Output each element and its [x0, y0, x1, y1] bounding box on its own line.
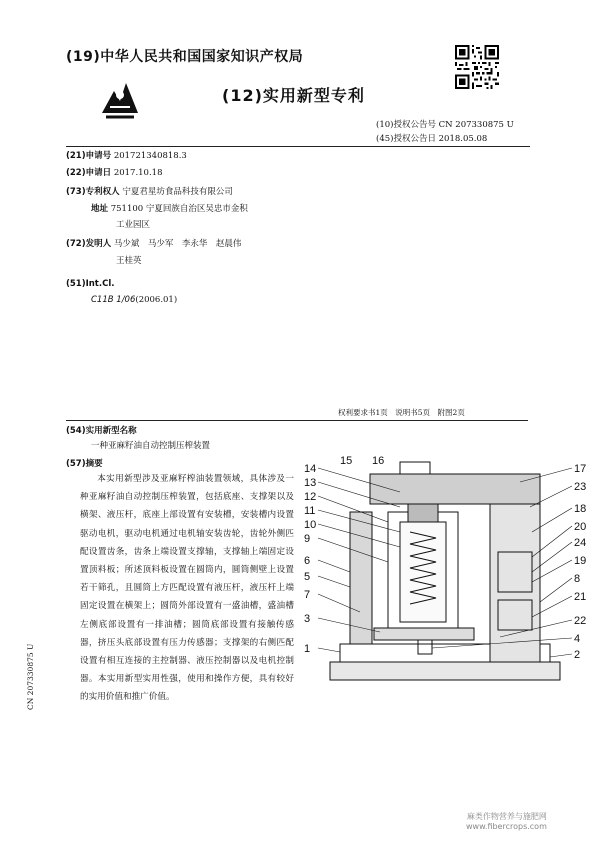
header-divider — [66, 146, 530, 147]
patentee: 宁夏君星坊食品科技有限公司 — [122, 187, 233, 197]
side-publication-id: CN 207330875 U — [26, 643, 35, 710]
watermark-line-2: www.fibercrops.com — [466, 822, 547, 831]
drawing-labels-left — [304, 463, 316, 655]
drawing-label-13: 13 — [304, 477, 317, 489]
address-line-2: 工业园区 — [116, 220, 151, 230]
inventor-label: (72)发明人 — [66, 239, 112, 249]
device-cross-section-drawing — [300, 452, 590, 687]
publication-date: (45)授权公告日 2018.05.08 — [376, 134, 488, 144]
drawing-label-17: 17 — [574, 463, 587, 475]
intcl-version: (2006.01) — [135, 295, 178, 305]
name-label: (54)实用新型名称 — [66, 426, 137, 436]
drawing-label-4: 4 — [574, 633, 581, 645]
drawing-label-2: 2 — [574, 649, 581, 661]
drawing-label-20: 20 — [574, 521, 587, 533]
address-label: 地址 — [91, 204, 109, 214]
intcl-classification — [91, 294, 177, 307]
inventors: 马少斌 马少军 李永华 赵晨伟 — [113, 239, 242, 249]
cnipa-emblem-icon — [96, 73, 144, 121]
application-date: 2017.10.18 — [113, 168, 163, 178]
drawing-label-3: 3 — [304, 613, 311, 625]
application-number: 201721340818.3 — [113, 151, 187, 161]
application-date-row — [66, 167, 162, 180]
drawing-label-10: 10 — [304, 519, 317, 531]
drawing-label-16: 16 — [372, 455, 385, 467]
watermark-line-1: 麻类作物营养与施肥网 — [466, 812, 547, 821]
drawing-label-5: 5 — [304, 571, 311, 583]
intcl-label: (51)Int.Cl. — [66, 279, 115, 289]
abstract-label: (57)摘要 — [66, 459, 103, 469]
drawing-label-22: 22 — [574, 615, 587, 627]
qr-code-icon — [455, 45, 499, 89]
drawing-label-1: 1 — [304, 643, 311, 655]
drawing-label-12: 12 — [304, 491, 317, 503]
drawing-label-24: 24 — [574, 537, 587, 549]
drawing-label-8: 8 — [574, 573, 581, 585]
publication-number: (10)授权公告号 CN 207330875 U — [376, 120, 514, 130]
abstract-text: 本实用新型涉及亚麻籽榨油装置领域，具体涉及一种亚麻籽油自动控制压榨装置，包括底座、支撑架以及横架、液压杆，底座上部设置有安装槽，安装槽内设置驱动电机，驱动电机通过电机轴安装齿轮，齿轮外侧匹配设置齿条，齿条上端设置支撑轴，支撑轴上端固定设置顶料板；所述顶料板设置在圆筒内，圆筒侧壁上设置若干筛孔，且圆筒上方匹配设置有液压杆，液压杆上端固定设置在横架上；圆筒外部设置有一盛油槽，盛油槽左侧底部设置有一排油槽；圆筒底部设置有接触传感器，挤压头底部设置有压力传感器；支撑架的右侧匹配设置有相互连接的主控制器、液压控制器以及电机控制器。本实用新型实用性强，使用和操作方便，具有较好的实用价值和推广价值。 — [80, 474, 294, 703]
patentee-label: (73)专利权人 — [66, 187, 120, 197]
application-date-label: (22)申请日 — [66, 168, 112, 178]
drawing-label-23: 23 — [574, 481, 587, 493]
application-number-label: (21)申请号 — [66, 151, 112, 161]
drawing-label-11: 11 — [304, 505, 316, 517]
drawing-label-18: 18 — [574, 503, 587, 515]
address-line-1: 751100 宁夏回族自治区吴忠市金积 — [110, 204, 248, 214]
page-counts: 权利要求书1页 说明书5页 附图2页 — [338, 408, 465, 417]
issuing-office: (19)中华人民共和国国家知识产权局 — [66, 49, 304, 65]
drawing-label-9: 9 — [304, 533, 311, 545]
utility-model-name: 一种亚麻籽油自动控制压榨装置 — [91, 441, 211, 451]
drawing-label-7: 7 — [304, 589, 311, 601]
application-number-row — [66, 150, 187, 163]
address-row — [91, 203, 248, 216]
watermark — [466, 812, 547, 832]
drawing-label-6: 6 — [304, 555, 311, 567]
drawing-labels-right — [574, 463, 586, 661]
section-divider — [66, 420, 528, 421]
intcl-code: C11B 1/06 — [91, 295, 136, 305]
drawing-label-14: 14 — [304, 463, 317, 475]
inventor-row — [66, 238, 241, 251]
inventors-line-2: 王桂英 — [116, 256, 142, 266]
drawing-label-21: 21 — [574, 591, 587, 603]
drawing-label-15: 15 — [340, 455, 353, 467]
drawing-label-19: 19 — [574, 555, 587, 567]
patentee-row — [66, 186, 233, 199]
patent-kind-title: (12)实用新型专利 — [222, 86, 365, 105]
drawing-labels-top — [340, 455, 384, 467]
